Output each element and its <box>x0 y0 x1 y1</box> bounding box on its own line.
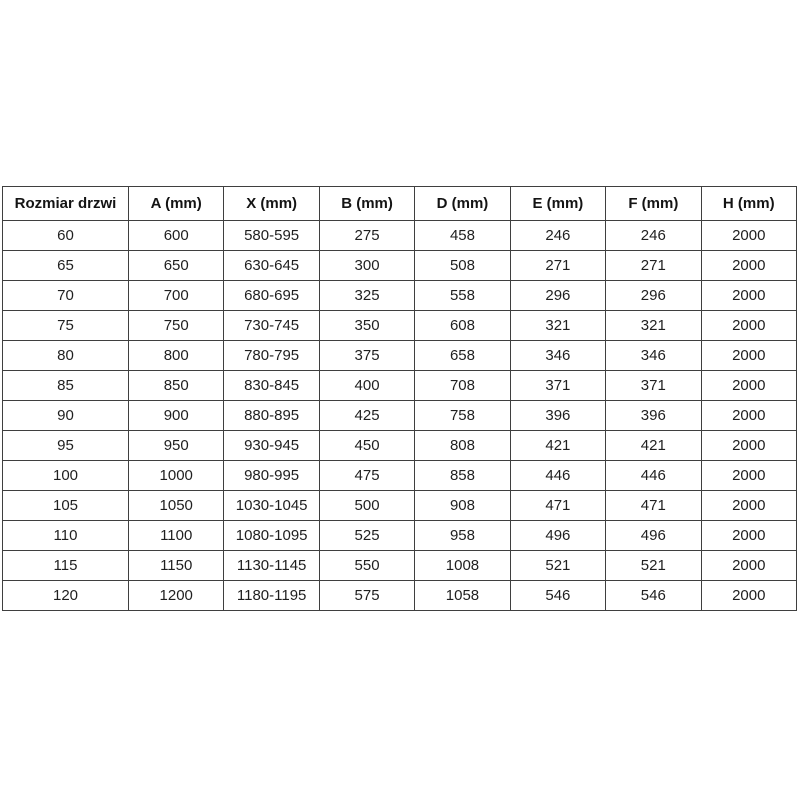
table-cell: 446 <box>510 461 605 491</box>
table-cell: 1130-1145 <box>224 551 319 581</box>
table-cell: 475 <box>319 461 414 491</box>
table-cell: 446 <box>606 461 701 491</box>
table-header <box>3 187 797 221</box>
column-header: A (mm) <box>129 187 224 221</box>
table-cell: 421 <box>510 431 605 461</box>
column-header: F (mm) <box>606 187 701 221</box>
table-cell: 1058 <box>415 581 510 611</box>
table-cell: 1150 <box>129 551 224 581</box>
table-cell: 1200 <box>129 581 224 611</box>
column-header: B (mm) <box>319 187 414 221</box>
table-row <box>3 341 797 371</box>
table-cell: 550 <box>319 551 414 581</box>
table-cell: 1008 <box>415 551 510 581</box>
table-cell: 80 <box>3 341 129 371</box>
table-row <box>3 251 797 281</box>
table-cell: 120 <box>3 581 129 611</box>
table-cell: 1050 <box>129 491 224 521</box>
table-cell: 2000 <box>701 581 796 611</box>
table-cell: 2000 <box>701 221 796 251</box>
table-cell: 525 <box>319 521 414 551</box>
table-cell: 546 <box>606 581 701 611</box>
table-cell: 780-795 <box>224 341 319 371</box>
table-cell: 321 <box>606 311 701 341</box>
table-cell: 496 <box>606 521 701 551</box>
table-cell: 296 <box>510 281 605 311</box>
table-cell: 900 <box>129 401 224 431</box>
table-cell: 930-945 <box>224 431 319 461</box>
table-cell: 346 <box>510 341 605 371</box>
table-cell: 521 <box>606 551 701 581</box>
table-row <box>3 521 797 551</box>
table-row <box>3 581 797 611</box>
table-cell: 500 <box>319 491 414 521</box>
table-cell: 396 <box>510 401 605 431</box>
table-cell: 275 <box>319 221 414 251</box>
table-cell: 808 <box>415 431 510 461</box>
table-cell: 95 <box>3 431 129 461</box>
table-cell: 425 <box>319 401 414 431</box>
table-cell: 471 <box>606 491 701 521</box>
table-cell: 880-895 <box>224 401 319 431</box>
table-cell: 371 <box>510 371 605 401</box>
column-header: E (mm) <box>510 187 605 221</box>
table-cell: 508 <box>415 251 510 281</box>
table-cell: 600 <box>129 221 224 251</box>
table-cell: 60 <box>3 221 129 251</box>
table-row <box>3 401 797 431</box>
table-cell: 458 <box>415 221 510 251</box>
table-cell: 496 <box>510 521 605 551</box>
column-header: Rozmiar drzwi <box>3 187 129 221</box>
table-cell: 850 <box>129 371 224 401</box>
table-cell: 105 <box>3 491 129 521</box>
table-cell: 858 <box>415 461 510 491</box>
table-cell: 908 <box>415 491 510 521</box>
table-cell: 958 <box>415 521 510 551</box>
table-cell: 271 <box>510 251 605 281</box>
table-cell: 246 <box>606 221 701 251</box>
table-cell: 300 <box>319 251 414 281</box>
table-cell: 1180-1195 <box>224 581 319 611</box>
table-cell: 830-845 <box>224 371 319 401</box>
table-cell: 346 <box>606 341 701 371</box>
table-cell: 371 <box>606 371 701 401</box>
table-cell: 296 <box>606 281 701 311</box>
table-cell: 658 <box>415 341 510 371</box>
table-cell: 1030-1045 <box>224 491 319 521</box>
table-cell: 708 <box>415 371 510 401</box>
table-cell: 2000 <box>701 281 796 311</box>
table-cell: 608 <box>415 311 510 341</box>
table-cell: 90 <box>3 401 129 431</box>
table-row <box>3 491 797 521</box>
column-header: D (mm) <box>415 187 510 221</box>
table-cell: 325 <box>319 281 414 311</box>
table-row <box>3 551 797 581</box>
table-cell: 75 <box>3 311 129 341</box>
table-cell: 650 <box>129 251 224 281</box>
table-cell: 271 <box>606 251 701 281</box>
table-cell: 758 <box>415 401 510 431</box>
table-row <box>3 431 797 461</box>
table-cell: 65 <box>3 251 129 281</box>
table-cell: 396 <box>606 401 701 431</box>
table-cell: 2000 <box>701 371 796 401</box>
table-row <box>3 221 797 251</box>
table-cell: 2000 <box>701 431 796 461</box>
table-cell: 2000 <box>701 551 796 581</box>
table-cell: 575 <box>319 581 414 611</box>
table-cell: 980-995 <box>224 461 319 491</box>
table-header-row <box>3 187 797 221</box>
table-cell: 800 <box>129 341 224 371</box>
table-cell: 950 <box>129 431 224 461</box>
table-cell: 2000 <box>701 341 796 371</box>
table-cell: 1100 <box>129 521 224 551</box>
table-row <box>3 461 797 491</box>
column-header: H (mm) <box>701 187 796 221</box>
table-cell: 115 <box>3 551 129 581</box>
table-cell: 70 <box>3 281 129 311</box>
table-cell: 2000 <box>701 521 796 551</box>
table-cell: 2000 <box>701 401 796 431</box>
table-cell: 700 <box>129 281 224 311</box>
table-cell: 321 <box>510 311 605 341</box>
table-cell: 750 <box>129 311 224 341</box>
table-cell: 110 <box>3 521 129 551</box>
table-cell: 2000 <box>701 461 796 491</box>
door-size-spec-table <box>2 186 797 611</box>
table-cell: 2000 <box>701 311 796 341</box>
column-header: X (mm) <box>224 187 319 221</box>
table-cell: 1000 <box>129 461 224 491</box>
table-cell: 375 <box>319 341 414 371</box>
table-cell: 450 <box>319 431 414 461</box>
table-cell: 1080-1095 <box>224 521 319 551</box>
table-row <box>3 281 797 311</box>
table-cell: 580-595 <box>224 221 319 251</box>
table-cell: 246 <box>510 221 605 251</box>
table-cell: 521 <box>510 551 605 581</box>
table-row <box>3 371 797 401</box>
table-cell: 680-695 <box>224 281 319 311</box>
table-cell: 2000 <box>701 251 796 281</box>
table-cell: 471 <box>510 491 605 521</box>
table-cell: 558 <box>415 281 510 311</box>
table-body <box>3 221 797 611</box>
table-cell: 85 <box>3 371 129 401</box>
table-cell: 400 <box>319 371 414 401</box>
table-cell: 630-645 <box>224 251 319 281</box>
table-cell: 350 <box>319 311 414 341</box>
table-cell: 546 <box>510 581 605 611</box>
table-cell: 730-745 <box>224 311 319 341</box>
table-row <box>3 311 797 341</box>
table-cell: 100 <box>3 461 129 491</box>
table-cell: 421 <box>606 431 701 461</box>
table-cell: 2000 <box>701 491 796 521</box>
